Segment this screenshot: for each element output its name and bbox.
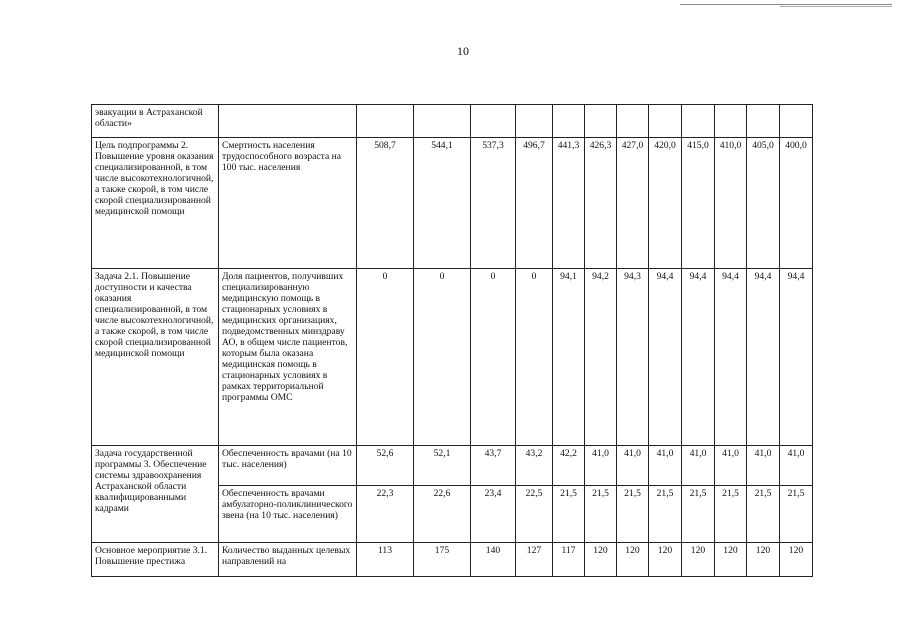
value-cell: 405,0 bbox=[747, 138, 780, 269]
value-cell: 94,4 bbox=[649, 269, 682, 446]
value-cell: 120 bbox=[682, 543, 715, 577]
value-cell: 508,7 bbox=[357, 138, 414, 269]
value-cell: 21,5 bbox=[682, 486, 715, 543]
value-cell: 21,5 bbox=[617, 486, 649, 543]
value-cell bbox=[649, 105, 682, 138]
indicator-cell: Обеспеченность врачами амбулаторно-поликлинического звена (на 10 тыс. населения) bbox=[219, 486, 357, 543]
value-cell: 94,4 bbox=[747, 269, 780, 446]
header-rule bbox=[680, 4, 892, 5]
goal-cell: Основное мероприятие 3.1. Повышение престижа bbox=[92, 543, 219, 577]
value-cell: 537,3 bbox=[471, 138, 516, 269]
header-rule-short bbox=[780, 6, 892, 7]
value-cell: 441,3 bbox=[553, 138, 585, 269]
value-cell: 23,4 bbox=[471, 486, 516, 543]
indicators-table bbox=[91, 104, 813, 577]
value-cell: 420,0 bbox=[649, 138, 682, 269]
value-cell: 120 bbox=[585, 543, 617, 577]
value-cell: 175 bbox=[414, 543, 471, 577]
value-cell: 113 bbox=[357, 543, 414, 577]
value-cell bbox=[617, 105, 649, 138]
value-cell: 41,0 bbox=[747, 446, 780, 486]
value-cell: 22,3 bbox=[357, 486, 414, 543]
indicator-cell: Смертность населения трудоспособного возраста на 100 тыс. населения bbox=[219, 138, 357, 269]
value-cell: 41,0 bbox=[780, 446, 813, 486]
value-cell: 52,6 bbox=[357, 446, 414, 486]
value-cell bbox=[516, 105, 553, 138]
value-cell bbox=[471, 105, 516, 138]
indicator-cell bbox=[219, 105, 357, 138]
value-cell bbox=[715, 105, 747, 138]
value-cell: 120 bbox=[747, 543, 780, 577]
table-row bbox=[92, 105, 813, 138]
goal-cell: эвакуации в Астраханской области» bbox=[92, 105, 219, 138]
value-cell: 94,1 bbox=[553, 269, 585, 446]
value-cell: 544,1 bbox=[414, 138, 471, 269]
value-cell: 0 bbox=[414, 269, 471, 446]
value-cell: 127 bbox=[516, 543, 553, 577]
value-cell: 41,0 bbox=[649, 446, 682, 486]
value-cell: 52,1 bbox=[414, 446, 471, 486]
value-cell: 120 bbox=[617, 543, 649, 577]
value-cell: 43,2 bbox=[516, 446, 553, 486]
value-cell: 21,5 bbox=[649, 486, 682, 543]
value-cell: 94,4 bbox=[682, 269, 715, 446]
value-cell: 22,6 bbox=[414, 486, 471, 543]
value-cell: 41,0 bbox=[617, 446, 649, 486]
value-cell: 94,4 bbox=[780, 269, 813, 446]
goal-cell: Задача государственной программы 3. Обеспечение системы здравоохранения Астраханской области квалифицированными кадрами bbox=[92, 446, 219, 543]
table-row bbox=[92, 138, 813, 269]
value-cell: 21,5 bbox=[715, 486, 747, 543]
value-cell: 22,5 bbox=[516, 486, 553, 543]
value-cell: 0 bbox=[357, 269, 414, 446]
indicator-cell: Обеспеченность врачами (на 10 тыс. населения) bbox=[219, 446, 357, 486]
value-cell: 427,0 bbox=[617, 138, 649, 269]
value-cell: 21,5 bbox=[553, 486, 585, 543]
value-cell: 94,4 bbox=[715, 269, 747, 446]
value-cell bbox=[747, 105, 780, 138]
value-cell: 120 bbox=[715, 543, 747, 577]
value-cell: 426,3 bbox=[585, 138, 617, 269]
value-cell: 94,3 bbox=[617, 269, 649, 446]
value-cell: 41,0 bbox=[585, 446, 617, 486]
value-cell: 140 bbox=[471, 543, 516, 577]
value-cell bbox=[357, 105, 414, 138]
value-cell bbox=[682, 105, 715, 138]
value-cell: 120 bbox=[780, 543, 813, 577]
page-number: 10 bbox=[457, 44, 469, 58]
value-cell: 400,0 bbox=[780, 138, 813, 269]
indicator-cell: Количество выданных целевых направлений на bbox=[219, 543, 357, 577]
table-row bbox=[92, 543, 813, 577]
value-cell: 21,5 bbox=[747, 486, 780, 543]
value-cell: 496,7 bbox=[516, 138, 553, 269]
value-cell: 41,0 bbox=[715, 446, 747, 486]
value-cell: 415,0 bbox=[682, 138, 715, 269]
value-cell bbox=[553, 105, 585, 138]
value-cell: 0 bbox=[471, 269, 516, 446]
value-cell: 94,2 bbox=[585, 269, 617, 446]
value-cell: 21,5 bbox=[585, 486, 617, 543]
value-cell: 43,7 bbox=[471, 446, 516, 486]
goal-cell: Цель подпрограммы 2. Повышение уровня оказания специализированной, в том числе высокотехнологичной, а также скорой, в том числе скорой специализированной медицинской помощи bbox=[92, 138, 219, 269]
table-row bbox=[92, 446, 813, 486]
value-cell bbox=[585, 105, 617, 138]
value-cell: 0 bbox=[516, 269, 553, 446]
value-cell: 117 bbox=[553, 543, 585, 577]
value-cell: 120 bbox=[649, 543, 682, 577]
indicator-cell: Доля пациентов, получивших специализированную медицинскую помощь в стационарных условиях в медицинских организациях, подведомственных минздраву АО, в общем числе пациентов, которым была оказана медицинская помощь в стационарных условиях в рамках территориальной программы ОМС bbox=[219, 269, 357, 446]
value-cell bbox=[414, 105, 471, 138]
value-cell: 21,5 bbox=[780, 486, 813, 543]
value-cell: 410,0 bbox=[715, 138, 747, 269]
table-row bbox=[92, 269, 813, 446]
value-cell bbox=[780, 105, 813, 138]
value-cell: 41,0 bbox=[682, 446, 715, 486]
value-cell: 42,2 bbox=[553, 446, 585, 486]
goal-cell: Задача 2.1. Повышение доступности и качества оказания специализированной, в том числе высокотехнологичной, а также скорой, в том числе скорой специализированной медицинской помощи bbox=[92, 269, 219, 446]
